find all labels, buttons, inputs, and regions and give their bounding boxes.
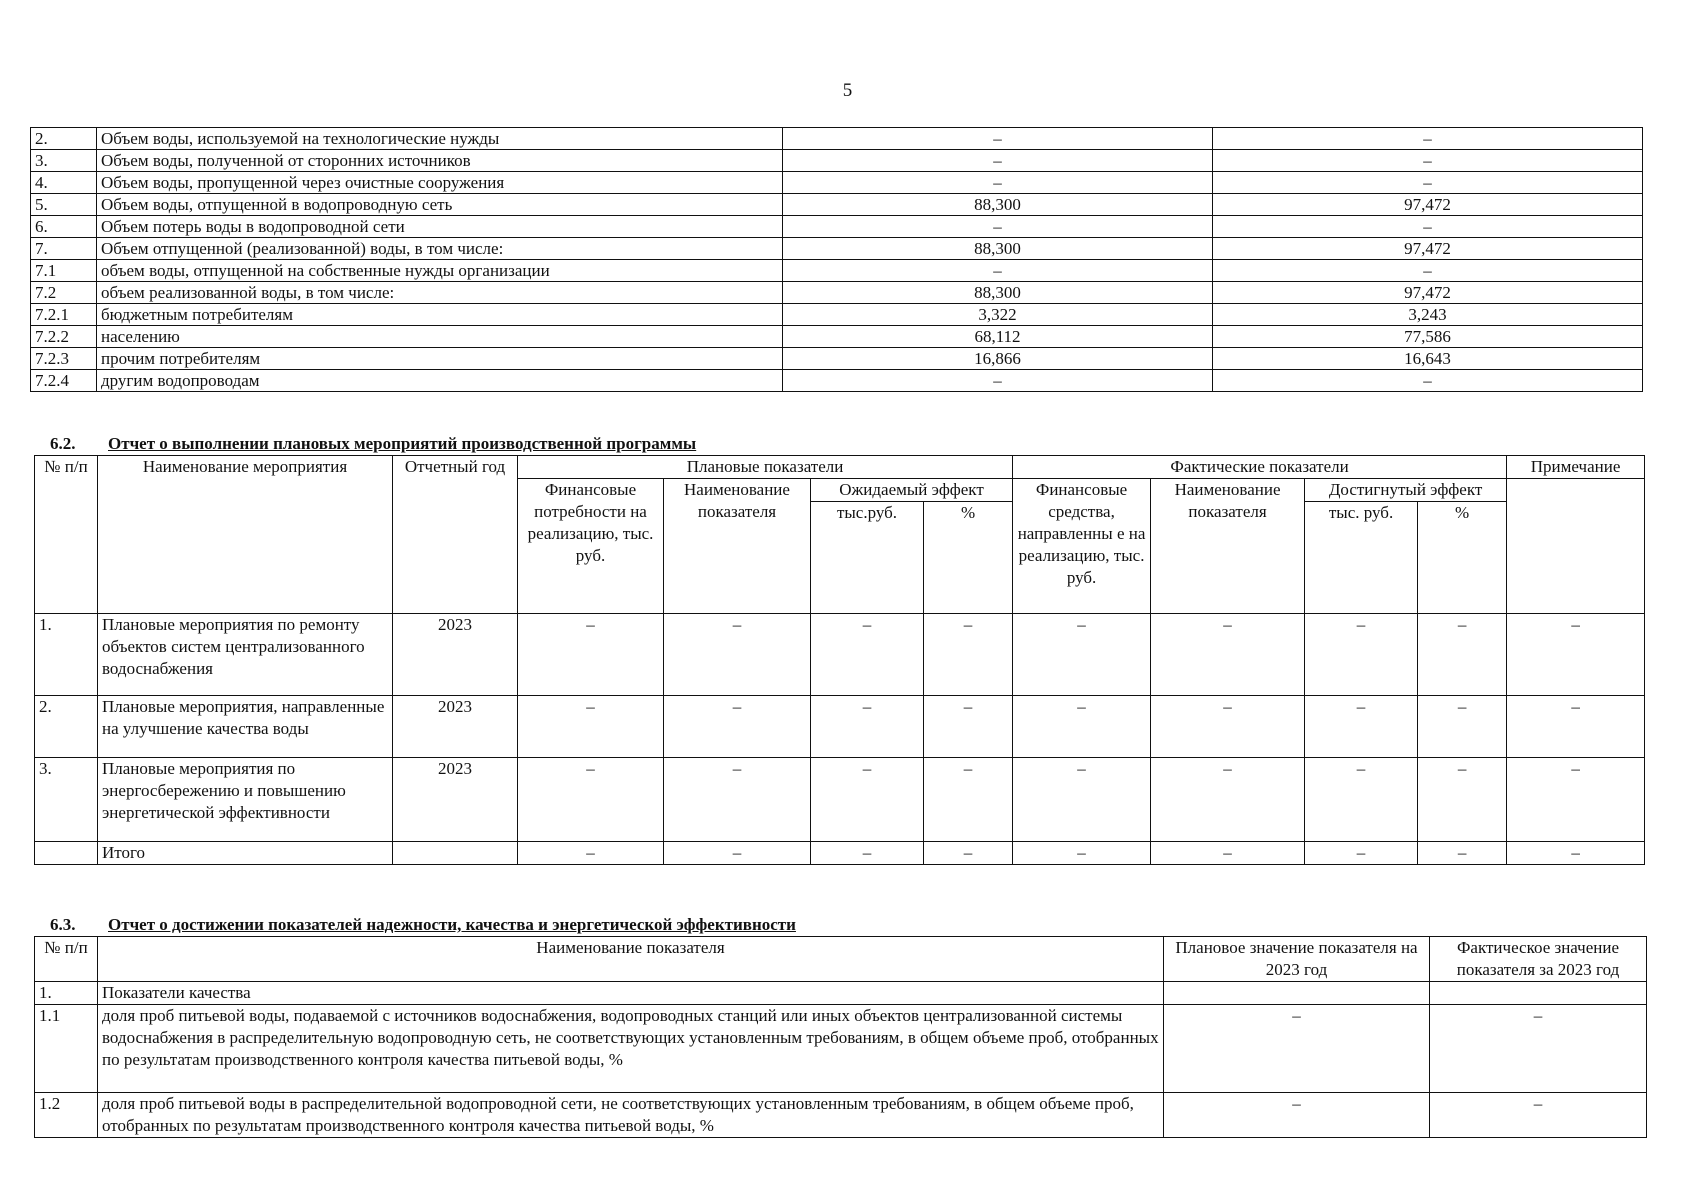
value-cell: – xyxy=(1418,696,1507,758)
row-label: объем воды, отпущенной на собственные нужды организации xyxy=(97,260,783,282)
table-row xyxy=(31,370,1643,392)
total-value: – xyxy=(1507,842,1645,865)
page-number: 5 xyxy=(842,80,853,101)
row-number: 7.2 xyxy=(31,282,97,304)
row-number: 6. xyxy=(31,216,97,238)
report-year: 2023 xyxy=(393,758,518,842)
fact-value: – xyxy=(1213,370,1643,392)
col-header-fact-ind: Наименование показателя xyxy=(1151,479,1305,614)
row-number: 1. xyxy=(35,982,98,1005)
report-year: 2023 xyxy=(393,696,518,758)
plan-value: – xyxy=(1164,1005,1430,1093)
row-number: 4. xyxy=(31,172,97,194)
col-header-name: Наименование мероприятия xyxy=(98,456,393,614)
row-number: 7.2.4 xyxy=(31,370,97,392)
row-label: Объем воды, отпущенной в водопроводную сеть xyxy=(97,194,783,216)
col-header-num: № п/п xyxy=(35,456,98,614)
table-row xyxy=(31,282,1643,304)
total-value: – xyxy=(1013,842,1151,865)
value-cell: – xyxy=(1305,614,1418,696)
row-label: Объем воды, полученной от сторонних источников xyxy=(97,150,783,172)
row-label: другим водопроводам xyxy=(97,370,783,392)
col-header-plan: Плановое значение показателя на 2023 год xyxy=(1164,937,1430,982)
plan-value: – xyxy=(783,172,1213,194)
value-cell: – xyxy=(924,696,1013,758)
fact-value: – xyxy=(1430,1005,1647,1093)
row-label: Объем отпущенной (реализованной) воды, в том числе: xyxy=(97,238,783,260)
table-row xyxy=(31,304,1643,326)
table-row xyxy=(31,172,1643,194)
col-header-fact-eff-pct: % xyxy=(1418,502,1507,614)
indicator-name: доля проб питьевой воды, подаваемой с источников водоснабжения, водопроводных станций или иных объектов централизованной системы водоснабжения в распределительную водопроводную сеть, не соответствующих установленным требованиям, в общем объеме проб, отобранных по результатам производственного контроля качества питьевой воды, % xyxy=(98,1005,1164,1093)
value-cell: – xyxy=(1305,758,1418,842)
total-value: – xyxy=(924,842,1013,865)
total-value: – xyxy=(518,842,664,865)
total-label: Итого xyxy=(98,842,393,865)
row-label: Объем потерь воды в водопроводной сети xyxy=(97,216,783,238)
indicator-name: доля проб питьевой воды в распределительной водопроводной сети, не соответствующих установленным требованиям, в общем объеме проб, отобранных по результатам производственного контроля качества питьевой воды, % xyxy=(98,1093,1164,1138)
fact-value: 16,643 xyxy=(1213,348,1643,370)
plan-value: – xyxy=(1164,1093,1430,1138)
fact-value: – xyxy=(1213,172,1643,194)
table-row xyxy=(31,326,1643,348)
table-row xyxy=(31,260,1643,282)
value-cell: – xyxy=(811,758,924,842)
total-value: – xyxy=(1418,842,1507,865)
row-label: объем реализованной воды, в том числе: xyxy=(97,282,783,304)
section-6-2-heading xyxy=(50,434,696,454)
fact-value: – xyxy=(1213,216,1643,238)
fact-value: 97,472 xyxy=(1213,282,1643,304)
col-header-plan-ind: Наименование показателя xyxy=(664,479,811,614)
col-header-plan-fin: Финансовые потребности на реализацию, тыс. руб. xyxy=(518,479,664,614)
empty-cell xyxy=(35,842,98,865)
col-header-fact-fin: Финансовые средства, направленны е на реализацию, тыс. руб. xyxy=(1013,479,1151,614)
table-row xyxy=(35,982,1647,1005)
plan-value: – xyxy=(783,260,1213,282)
row-label: Объем воды, пропущенной через очистные сооружения xyxy=(97,172,783,194)
report-year: 2023 xyxy=(393,614,518,696)
plan-value: 88,300 xyxy=(783,282,1213,304)
fact-value: 97,472 xyxy=(1213,238,1643,260)
total-value: – xyxy=(1305,842,1418,865)
measure-name: Плановые мероприятия по ремонту объектов систем централизованного водоснабжения xyxy=(98,614,393,696)
plan-value: 88,300 xyxy=(783,194,1213,216)
planned-measures-table xyxy=(34,455,1645,865)
table-row xyxy=(31,128,1643,150)
row-number: 7.2.3 xyxy=(31,348,97,370)
value-cell: – xyxy=(811,614,924,696)
col-header-plan-effect: Ожидаемый эффект xyxy=(811,479,1013,502)
measure-name: Плановые мероприятия по энергосбережению и повышению энергетической эффективности xyxy=(98,758,393,842)
col-header-num: № п/п xyxy=(35,937,98,982)
row-number: 7.2.2 xyxy=(31,326,97,348)
fact-value: – xyxy=(1430,1093,1647,1138)
value-cell: – xyxy=(1507,758,1645,842)
value-cell: – xyxy=(664,696,811,758)
plan-value: – xyxy=(783,150,1213,172)
row-number: 1.1 xyxy=(35,1005,98,1093)
row-number: 7. xyxy=(31,238,97,260)
plan-value: – xyxy=(783,370,1213,392)
section-6-3-heading xyxy=(50,915,796,935)
value-cell: – xyxy=(1151,696,1305,758)
row-label: Объем воды, используемой на технологические нужды xyxy=(97,128,783,150)
plan-value xyxy=(1164,982,1430,1005)
table-row xyxy=(35,614,1645,696)
row-number: 3. xyxy=(31,150,97,172)
fact-value xyxy=(1430,982,1647,1005)
total-value: – xyxy=(811,842,924,865)
table-row xyxy=(35,1005,1647,1093)
water-volume-table xyxy=(30,127,1643,392)
col-header-note-empty xyxy=(1507,479,1645,614)
section-title: Отчет о выполнении плановых мероприятий производственной программы xyxy=(108,434,697,453)
plan-value: – xyxy=(783,128,1213,150)
value-cell: – xyxy=(664,614,811,696)
plan-value: 16,866 xyxy=(783,348,1213,370)
row-number: 2. xyxy=(31,128,97,150)
value-cell: – xyxy=(1013,758,1151,842)
fact-value: 77,586 xyxy=(1213,326,1643,348)
row-number: 7.2.1 xyxy=(31,304,97,326)
table-row xyxy=(31,238,1643,260)
fact-value: – xyxy=(1213,150,1643,172)
value-cell: – xyxy=(518,614,664,696)
measure-name: Плановые мероприятия, направленные на улучшение качества воды xyxy=(98,696,393,758)
total-row xyxy=(35,842,1645,865)
row-number: 1. xyxy=(35,614,98,696)
row-number: 1.2 xyxy=(35,1093,98,1138)
col-header-note: Примечание xyxy=(1507,456,1645,479)
value-cell: – xyxy=(1507,696,1645,758)
row-number: 7.1 xyxy=(31,260,97,282)
table-row xyxy=(31,194,1643,216)
col-header-fact: Фактическое значение показателя за 2023 год xyxy=(1430,937,1647,982)
value-cell: – xyxy=(1013,696,1151,758)
fact-value: 97,472 xyxy=(1213,194,1643,216)
table-row xyxy=(35,696,1645,758)
value-cell: – xyxy=(518,758,664,842)
value-cell: – xyxy=(1013,614,1151,696)
table-row xyxy=(31,150,1643,172)
col-header-fact-eff-rub: тыс. руб. xyxy=(1305,502,1418,614)
row-label: населению xyxy=(97,326,783,348)
plan-value: – xyxy=(783,216,1213,238)
plan-value: 68,112 xyxy=(783,326,1213,348)
total-value: – xyxy=(1151,842,1305,865)
value-cell: – xyxy=(518,696,664,758)
row-label: прочим потребителям xyxy=(97,348,783,370)
col-header-year: Отчетный год xyxy=(393,456,518,614)
section-number: 6.2. xyxy=(50,434,76,453)
section-title: Отчет о достижении показателей надежности, качества и энергетической эффективности xyxy=(108,915,796,934)
value-cell: – xyxy=(1151,758,1305,842)
row-label: бюджетным потребителям xyxy=(97,304,783,326)
row-number: 5. xyxy=(31,194,97,216)
col-header-fact-effect: Достигнутый эффект xyxy=(1305,479,1507,502)
row-number: 2. xyxy=(35,696,98,758)
col-header-plan-eff-pct: % xyxy=(924,502,1013,614)
table-row xyxy=(35,1093,1647,1138)
fact-value: – xyxy=(1213,260,1643,282)
fact-value: – xyxy=(1213,128,1643,150)
empty-cell xyxy=(393,842,518,865)
value-cell: – xyxy=(1418,614,1507,696)
value-cell: – xyxy=(664,758,811,842)
section-number: 6.3. xyxy=(50,915,76,934)
col-header-name: Наименование показателя xyxy=(98,937,1164,982)
indicators-table xyxy=(34,936,1647,1138)
plan-value: 88,300 xyxy=(783,238,1213,260)
value-cell: – xyxy=(1507,614,1645,696)
table-row xyxy=(31,216,1643,238)
table-row xyxy=(31,348,1643,370)
indicator-name: Показатели качества xyxy=(98,982,1164,1005)
col-group-fact: Фактические показатели xyxy=(1013,456,1507,479)
col-header-plan-eff-rub: тыс.руб. xyxy=(811,502,924,614)
fact-value: 3,243 xyxy=(1213,304,1643,326)
total-value: – xyxy=(664,842,811,865)
row-number: 3. xyxy=(35,758,98,842)
plan-value: 3,322 xyxy=(783,304,1213,326)
value-cell: – xyxy=(1151,614,1305,696)
table-row xyxy=(35,758,1645,842)
value-cell: – xyxy=(811,696,924,758)
value-cell: – xyxy=(1305,696,1418,758)
value-cell: – xyxy=(924,614,1013,696)
value-cell: – xyxy=(924,758,1013,842)
col-group-plan: Плановые показатели xyxy=(518,456,1013,479)
value-cell: – xyxy=(1418,758,1507,842)
